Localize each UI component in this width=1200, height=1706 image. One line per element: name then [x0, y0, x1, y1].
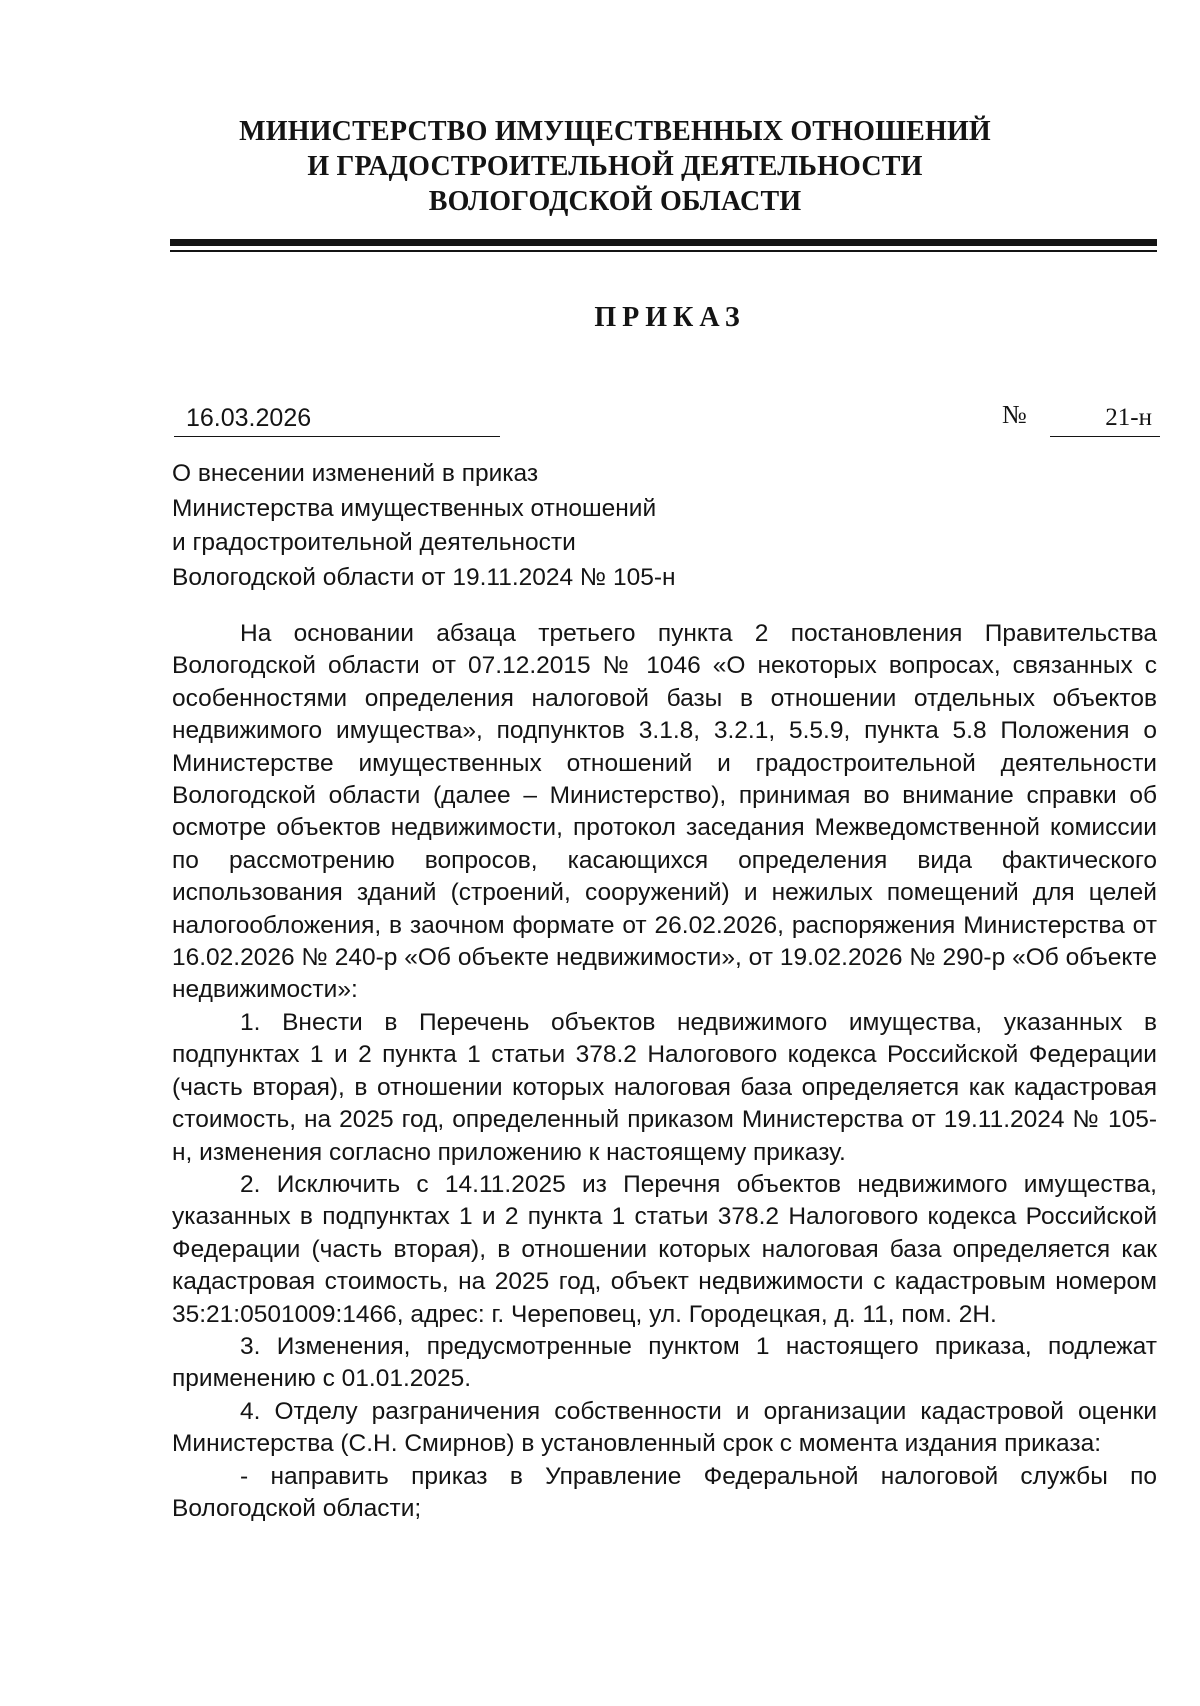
header-line-1: МИНИСТЕРСТВО ИМУЩЕСТВЕННЫХ ОТНОШЕНИЙ — [239, 116, 991, 147]
subject-line-2: Министерства имущественных отношений — [172, 494, 657, 522]
document-number: 21-н — [1050, 399, 1160, 437]
item-1-paragraph: 1. Внести в Перечень объектов недвижимого имущества, указанных в подпунктах 1 и 2 пункта 1 статьи 378.2 Налогового кодекса Российской Федерации (часть вторая), в отношении которых налоговая база определяется как кадастровая стоимость, на 2025 год, определенный приказом Министерства от 19.11.2024 № 105-н, изменения согласно приложению к настоящему приказу. — [172, 1008, 1157, 1166]
subject-line-1: О внесении изменений в приказ — [172, 460, 539, 487]
header-rule-thin — [170, 250, 1157, 252]
item-4-paragraph: 4. Отделу разграничения собственности и организации кадастровой оценки Министерства (С.Н. Смирнов) в установленный срок с момента издания приказа: — [172, 1397, 1157, 1458]
document-date: 16.03.2026 — [174, 399, 500, 437]
header-line-2: И ГРАДОСТРОИТЕЛЬНОЙ ДЕЯТЕЛЬНОСТИ — [307, 151, 923, 182]
item-4-subitem-1: - направить приказ в Управление Федеральной налоговой службы по Вологодской области; — [172, 1462, 1157, 1522]
document-subject — [172, 457, 892, 595]
header-rule-thick — [170, 239, 1157, 246]
subject-line-4: Вологодской области от 19.11.2024 № 105-н — [172, 563, 676, 591]
document-title: ПРИКАЗ — [594, 302, 746, 333]
item-3-paragraph: 3. Изменения, предусмотренные пунктом 1 настоящего приказа, подлежат применению с 01.01.2025. — [172, 1332, 1157, 1393]
number-sign: № — [1002, 400, 1027, 429]
ministry-header — [170, 114, 1060, 219]
item-2-paragraph: 2. Исключить с 14.11.2025 из Перечня объектов недвижимого имущества, указанных в подпунктах 1 и 2 пункта 1 статьи 378.2 Налогового кодекса Российской Федерации (часть вторая), в отношении которых налоговая база определяется как кадастровая стоимость, на 2025 год, объект недвижимости с кадастровым номером 35:21:0501009:1466, адрес: г. Череповец, ул. Городецкая, д. 11, пом. 2Н. — [172, 1170, 1157, 1328]
preamble-paragraph: На основании абзаца третьего пункта 2 постановления Правительства Вологодской области от 07.12.2015 № 1046 «О некоторых вопросах, связанных с особенностями определения налоговой базы в отношении отдельных объектов недвижимого имущества», подпунктов 3.1.8, 3.2.1, 5.5.9, пункта 5.8 Положения о Министерстве имущественных отношений и градостроительной деятельности Вологодской области (далее – Министерство), принимая во внимание справки об осмотре объектов недвижимости, протокол заседания Межведомственной комиссии по рассмотрению вопросов, касающихся определения вида фактического использования зданий (строений, сооружений) и нежилых помещений для целей налогообложения, в заочном формате от 26.02.2026, распоряжения Министерства от 16.02.2026 № 240-р «Об объекте недвижимости», от 19.02.2026 № 290-р «Об объекте недвижимости»: — [172, 620, 1157, 1004]
document-body — [172, 618, 1157, 1525]
subject-line-3: и градостроительной деятельности — [172, 529, 576, 556]
header-line-3: ВОЛОГОДСКОЙ ОБЛАСТИ — [428, 186, 802, 217]
